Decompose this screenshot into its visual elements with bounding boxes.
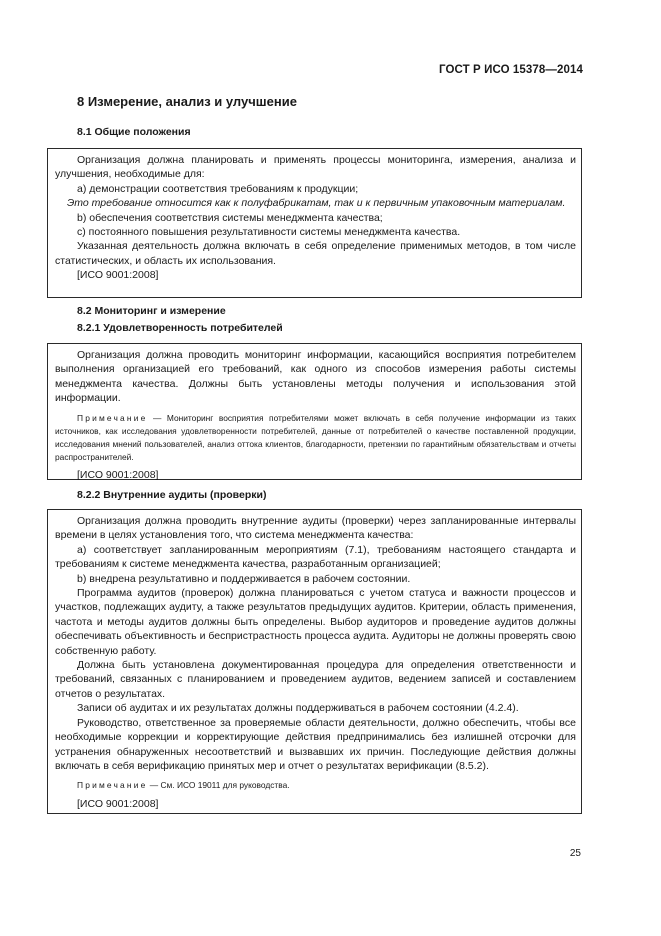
iso-reference: [ИСО 9001:2008] <box>77 269 159 282</box>
note <box>55 412 576 465</box>
note-text: — Мониторинг восприятия потребителями может включать в себя получение информации из таких источников, как исследования удовлетворенности потребителей, данные от потребителей о качестве поставленной продукции, исследования мнений пользователей, анализ оттока клиентов, благодарности, претензии по гарантийным обязательствам и отчеты распространителей. <box>55 412 576 463</box>
italic-note: Это требование относится как к полуфабрикатам, так и к первичным упаковочным материалам. <box>67 197 566 210</box>
list-item-a: а) демонстрации соответствия требованиям к продукции; <box>77 182 359 195</box>
iso-reference: [ИСО 9001:2008] <box>77 797 159 810</box>
section-title: 8 Измерение, анализ и улучшение <box>77 94 297 109</box>
subsection-title-8-2-2: 8.2.2 Внутренние аудиты (проверки) <box>77 489 267 501</box>
note-text: — См. ИСО 19011 для руководства. <box>147 780 290 791</box>
page-number: 25 <box>569 848 581 859</box>
list-item-c: с) постоянного повышения результативности системы менеджмента качества. <box>77 226 461 239</box>
list-item-b: b) обеспечения соответствия системы менеджмента качества; <box>77 211 383 224</box>
note-label: Примечание <box>77 412 148 423</box>
paragraph: Должна быть установлена документированная процедура для определения ответственности и требований, связанных с планированием и проведением аудитов, ведением записей и составлением отчетов о результатах. <box>55 659 576 700</box>
subsection-title-8-2-1: 8.2.1 Удовлетворенность потребителей <box>77 322 283 334</box>
paragraph: Организация должна проводить мониторинг информации, касающийся восприятия потребителем выполнения организацией его требований, как одного из способов измерения работы системы менеджмента качества. Должны быть установлены методы получения и использования этой информации. <box>55 349 576 405</box>
subsection-title-8-1: 8.1 Общие положения <box>77 126 191 138</box>
list-item-a: а) соответствует запланированным мероприятиям (7.1), требованиям настоящего стандарта и требованиям к системе менеджмента качества, разработанным организацией; <box>55 543 576 571</box>
quote-box-8-2-2 <box>47 509 582 814</box>
note-label: Примечание <box>77 780 148 791</box>
iso-reference: [ИСО 9001:2008] <box>77 469 159 482</box>
list-item-b: b) внедрена результативно и поддерживается в рабочем состоянии. <box>77 572 411 585</box>
note <box>55 779 576 792</box>
standard-header: ГОСТ Р ИСО 15378—2014 <box>438 64 583 76</box>
quote-box-8-2-1 <box>47 343 582 480</box>
subsection-title-8-2: 8.2 Мониторинг и измерение <box>77 305 226 317</box>
paragraph: Организация должна проводить внутренние аудиты (проверки) через запланированные интервалы времени в целях установления того, что система менеджмента качества: <box>55 515 576 542</box>
paragraph: Указанная деятельность должна включать в себя определение применимых методов, в том числе статистических, и область их использования. <box>55 240 576 267</box>
paragraph: Программа аудитов (проверок) должна планироваться с учетом статуса и важности процессов и участков, подлежащих аудиту, а также результатов предыдущих аудитов. Критерии, область применения, частота и методы аудитов должны быть определены. Выбор аудиторов и проведение аудитов должны обеспечивать объективность и беспристрастность процесса аудита. Аудиторы не должны проверять свою собственную работу. <box>55 587 576 657</box>
paragraph: Руководство, ответственное за проверяемые области деятельности, должно обеспечить, чтобы все необходимые коррекции и корректирующие действия предпринимались без излишней отсрочки для устранения обнаруженных несоответствий и вызвавших их причин. Последующие действия должны включать в себя верификацию принятых мер и отчет о результатах верификации (8.5.2). <box>55 716 576 772</box>
paragraph: Записи об аудитах и их результатах должны поддерживаться в рабочем состоянии (4.2.4). <box>77 702 519 715</box>
paragraph: Организация должна планировать и применять процессы мониторинга, измерения, анализа и улучшения, необходимые для: <box>55 154 576 181</box>
quote-box-8-1 <box>47 148 582 298</box>
